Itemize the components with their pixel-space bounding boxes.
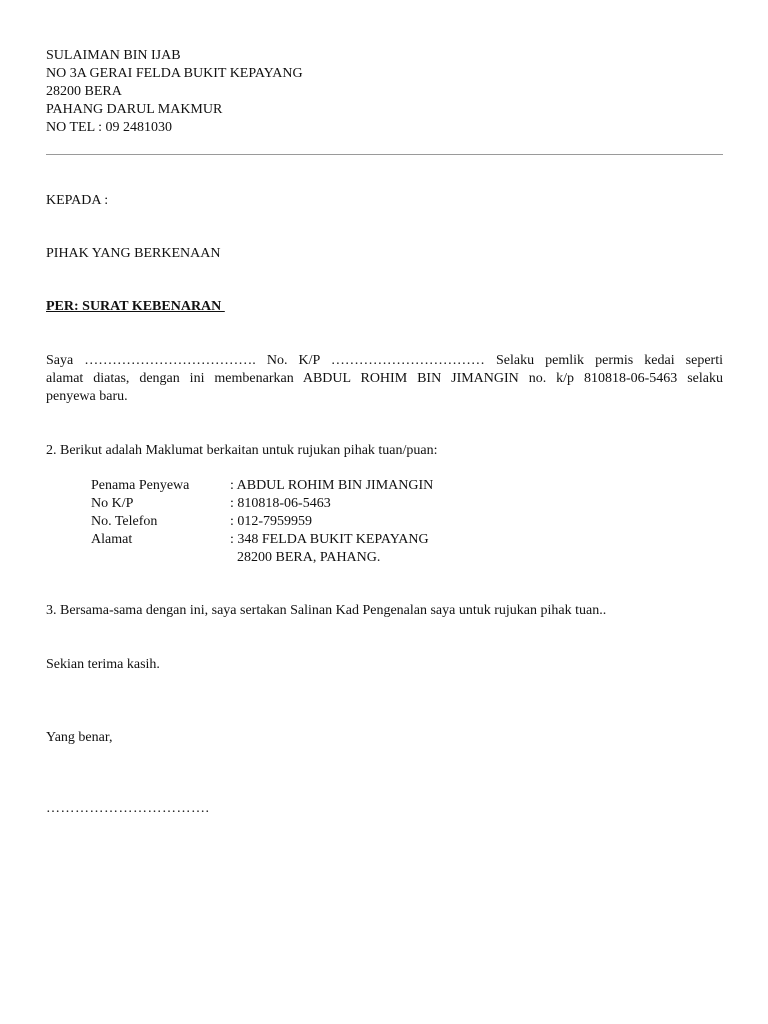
detail-value: : 012-7959959 [230,514,313,529]
detail-value: 28200 BERA, PAHANG. [230,550,381,565]
detail-value: : 810818-06-5463 [230,496,331,511]
recipient: PIHAK YANG BERKENAAN [46,246,221,261]
detail-label: Alamat [91,532,133,547]
detail-row [91,531,433,549]
sender-name: SULAIMAN BIN IJAB [46,48,181,63]
closing-remark: Sekian terima kasih. [46,657,160,672]
detail-value: : ABDUL ROHIM BIN JIMANGIN [230,478,434,493]
detail-value: : 348 FELDA BUKIT KEPAYANG [230,532,429,547]
detail-row [91,495,433,513]
paragraph-2: 2. Berikut adalah Maklumat berkaitan untuk rujukan pihak tuan/puan: [46,443,438,458]
detail-label: No K/P [91,496,134,511]
detail-label: No. Telefon [91,514,158,529]
paragraph-1-line-3: penyewa baru. [46,389,128,404]
sender-phone: NO TEL : 09 2481030 [46,120,172,135]
sender-address-line-3: PAHANG DARUL MAKMUR [46,102,223,117]
paragraph-1-line-1: Saya ………………………………. No. K/P …………………………… Selaku pemlik permis kedai seperti [46,353,723,368]
detail-row [91,549,433,567]
paragraph-1 [46,352,723,406]
detail-row [91,477,433,495]
tenant-details [91,477,433,567]
paragraph-3: 3. Bersama-sama dengan ini, saya sertakan Salinan Kad Pengenalan saya untuk rujukan pihak tuan.. [46,603,607,618]
detail-row [91,513,433,531]
signature-line: ……………………………. [46,801,210,816]
subject-line: PER: SURAT KEBENARAN [46,299,225,314]
kepada-label: KEPADA : [46,193,109,208]
yang-benar: Yang benar, [46,730,113,745]
detail-label: Penama Penyewa [91,478,190,493]
header-divider [46,154,723,155]
paragraph-1-line-2: alamat diatas, dengan ini membenarkan ABDUL ROHIM BIN JIMANGIN no. k/p 810818-06-5463 selaku [46,371,723,386]
sender-address-line-1: NO 3A GERAI FELDA BUKIT KEPAYANG [46,66,303,81]
sender-address-line-2: 28200 BERA [46,84,122,99]
sender-block [46,47,303,137]
